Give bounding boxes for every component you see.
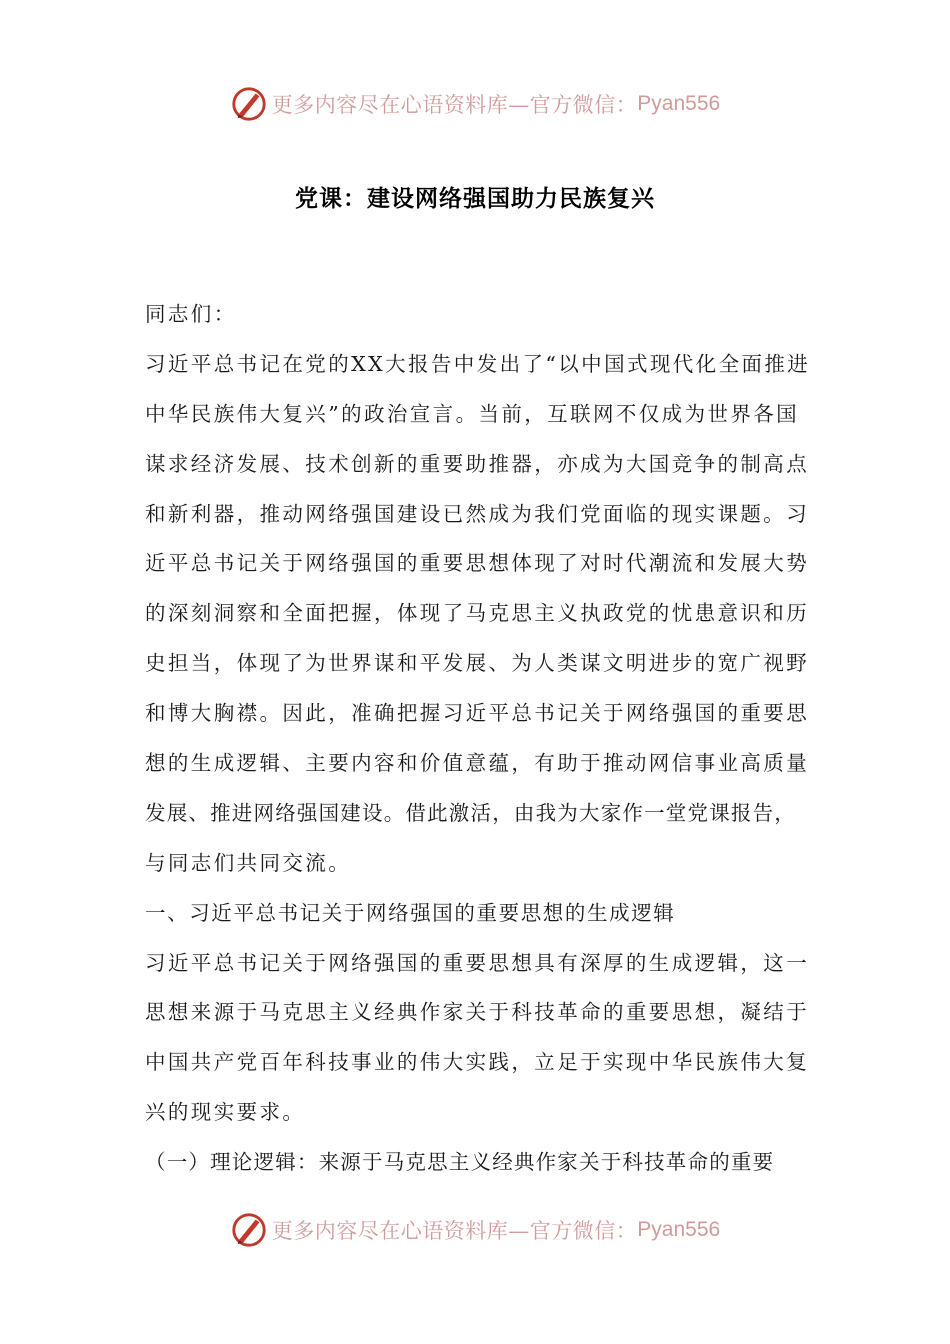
- body-line: 兴的现实要求。: [145, 1100, 306, 1125]
- body-line: 发展、推进网络强国建设。借此激活，由我为大家作一堂党课报告，: [145, 800, 796, 825]
- body-line: 和新利器，推动网络强国建设已然成为我们党面临的现实课题。习: [145, 501, 810, 526]
- document-title: 党课：建设网络强国助力民族复兴: [295, 186, 655, 212]
- body-line: 和博大胸襟。因此，准确把握习近平总书记关于网络强国的重要思: [145, 701, 810, 726]
- watermark-text: 更多内容尽在心语资料库—官方微信：: [271, 93, 638, 117]
- header-watermark-banner: [0, 82, 950, 126]
- body-line: 中国共产党百年科技事业的伟大实践，立足于实现中华民族伟大复: [145, 1050, 810, 1075]
- document-body: [145, 290, 817, 1188]
- body-line: 与同志们共同交流。: [145, 850, 352, 875]
- body-line: 谋求经济发展、技术创新的重要助推器，亦成为大国竞争的制高点: [145, 451, 810, 476]
- wechat-id: Pyan556: [637, 1218, 721, 1241]
- salutation: 同志们：: [145, 302, 237, 326]
- wechat-id: Pyan556: [637, 92, 721, 115]
- body-line: 史担当，体现了为世界谋和平发展、为人类谋文明进步的宽广视野: [145, 651, 810, 676]
- body-line: 近平总书记关于网络强国的重要思想体现了对时代潮流和发展大势: [145, 551, 810, 576]
- pen-in-circle-icon: [230, 85, 268, 123]
- body-line: 思想来源于马克思主义经典作家关于科技革命的重要思想，凝结于: [145, 1000, 810, 1025]
- footer-watermark-banner: [0, 1208, 950, 1252]
- subsection-heading: （一）理论逻辑：来源于马克思主义经典作家关于科技革命的重要: [145, 1150, 775, 1175]
- watermark-text: 更多内容尽在心语资料库—官方微信：: [271, 1219, 638, 1243]
- body-line: 的深刻洞察和全面把握，体现了马克思主义执政党的忧患意识和历: [145, 601, 810, 626]
- body-line: 想的生成逻辑、主要内容和价值意蕴，有助于推动网信事业高质量: [145, 751, 810, 776]
- body-line: 习近平总书记在党的XX大报告中发出了“以中国式现代化全面推进: [145, 351, 811, 376]
- section-heading: 一、习近平总书记关于网络强国的重要思想的生成逻辑: [145, 900, 676, 925]
- body-line: 习近平总书记关于网络强国的重要思想具有深厚的生成逻辑，这一: [145, 950, 810, 975]
- pen-in-circle-icon: [230, 1211, 268, 1249]
- body-line: 中华民族伟大复兴”的政治宣言。当前，互联网不仅成为世界各国: [145, 401, 800, 426]
